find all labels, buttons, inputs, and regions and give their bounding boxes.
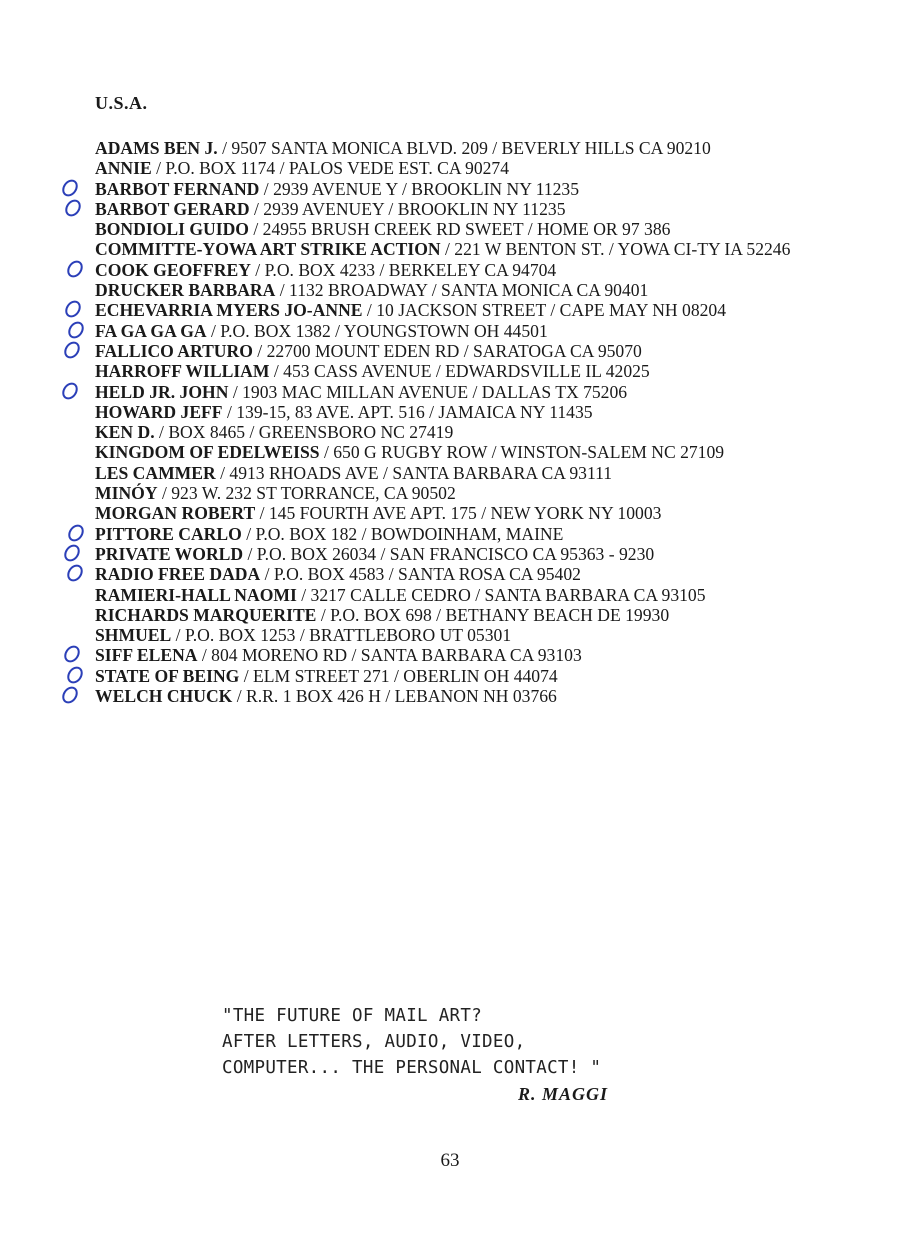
entry-name: COMMITTE-YOWA ART STRIKE ACTION bbox=[95, 239, 441, 260]
quote-line-2: AFTER LETTERS, AUDIO, VIDEO, bbox=[222, 1032, 526, 1052]
entry-address: / 145 FOURTH AVE APT. 175 / NEW YORK NY 10003 bbox=[255, 503, 662, 524]
entry-address: / 804 MORENO RD / SANTA BARBARA CA 93103 bbox=[197, 645, 582, 666]
entry-name: BARBOT FERNAND bbox=[95, 178, 260, 199]
entry-name: PRIVATE WORLD bbox=[95, 543, 244, 564]
entry-name: MORGAN ROBERT bbox=[95, 503, 256, 524]
entry-address: / ELM STREET 271 / OBERLIN OH 44074 bbox=[239, 665, 558, 686]
address-entry bbox=[95, 503, 815, 523]
entry-address: / P.O. BOX 4583 / SANTA ROSA CA 95402 bbox=[260, 564, 581, 585]
section-heading: U.S.A. bbox=[95, 93, 148, 113]
quote-line-3: COMPUTER... THE PERSONAL CONTACT! " bbox=[222, 1058, 602, 1078]
address-entry bbox=[95, 524, 815, 544]
entry-address: / 24955 BRUSH CREEK RD SWEET / HOME OR 97 386 bbox=[248, 219, 671, 240]
entry-address: / 221 W BENTON ST. / YOWA CI-TY IA 52246 bbox=[440, 239, 791, 260]
entry-name: WELCH CHUCK bbox=[95, 686, 233, 707]
entry-address: / P.O. BOX 698 / BETHANY BEACH DE 19930 bbox=[316, 604, 670, 625]
handwritten-circle-mark-icon bbox=[59, 686, 73, 704]
entry-address: / 2939 AVENUE Y / BROOKLIN NY 11235 bbox=[259, 178, 580, 199]
address-entry bbox=[95, 422, 815, 442]
entry-name: RADIO FREE DADA bbox=[95, 564, 261, 585]
handwritten-circle-mark-icon bbox=[61, 544, 75, 562]
entry-address: / P.O. BOX 1253 / BRATTLEBORO UT 05301 bbox=[171, 625, 512, 646]
entry-address: / BOX 8465 / GREENSBORO NC 27419 bbox=[154, 422, 454, 443]
address-entry bbox=[95, 300, 815, 320]
entry-name: FA GA GA GA bbox=[95, 320, 207, 341]
entry-address: / P.O. BOX 4233 / BERKELEY CA 94704 bbox=[250, 259, 557, 280]
address-entry bbox=[95, 625, 815, 645]
entry-name: PITTORE CARLO bbox=[95, 523, 242, 544]
address-entry bbox=[95, 158, 815, 178]
address-entry bbox=[95, 585, 815, 605]
address-entry bbox=[95, 239, 815, 259]
address-entry bbox=[95, 483, 815, 503]
closing-quote bbox=[222, 1003, 601, 1081]
address-entry bbox=[95, 260, 815, 280]
entry-name: STATE OF BEING bbox=[95, 665, 240, 686]
address-entry bbox=[95, 321, 815, 341]
entry-name: ECHEVARRIA MYERS JO-ANNE bbox=[95, 300, 363, 321]
address-entry bbox=[95, 199, 815, 219]
address-entry bbox=[95, 219, 815, 239]
entry-address: / P.O. BOX 26034 / SAN FRANCISCO CA 95363 - 9230 bbox=[243, 543, 655, 564]
entry-name: LES CAMMER bbox=[95, 462, 216, 483]
entry-address: / 9507 SANTA MONICA BLVD. 209 / BEVERLY HILLS CA 90210 bbox=[217, 138, 711, 158]
handwritten-circle-mark-icon bbox=[65, 524, 79, 542]
handwritten-circle-mark-icon bbox=[65, 321, 79, 339]
entry-address: / 4913 RHOADS AVE / SANTA BARBARA CA 93111 bbox=[215, 462, 613, 483]
address-list bbox=[95, 138, 815, 706]
address-entry bbox=[95, 341, 815, 361]
entry-address: / 650 G RUGBY ROW / WINSTON-SALEM NC 27109 bbox=[319, 442, 725, 463]
entry-address: / 1903 MAC MILLAN AVENUE / DALLAS TX 75206 bbox=[228, 381, 628, 402]
entry-address: / 1132 BROADWAY / SANTA MONICA CA 90401 bbox=[275, 280, 649, 301]
handwritten-circle-mark-icon bbox=[64, 564, 78, 582]
address-entry bbox=[95, 686, 815, 706]
entry-name: HOWARD JEFF bbox=[95, 401, 223, 422]
entry-name: SHMUEL bbox=[95, 625, 172, 646]
entry-name: COOK GEOFFREY bbox=[95, 259, 251, 280]
entry-address: / R.R. 1 BOX 426 H / LEBANON NH 03766 bbox=[232, 686, 557, 707]
address-entry bbox=[95, 138, 815, 158]
entry-name: HELD JR. JOHN bbox=[95, 381, 229, 402]
address-entry bbox=[95, 645, 815, 665]
address-entry bbox=[95, 280, 815, 300]
address-entry bbox=[95, 382, 815, 402]
entry-name: HARROFF WILLIAM bbox=[95, 361, 270, 382]
entry-address: / 10 JACKSON STREET / CAPE MAY NH 08204 bbox=[362, 300, 727, 321]
entry-address: / P.O. BOX 182 / BOWDOINHAM, MAINE bbox=[241, 523, 564, 544]
address-entry bbox=[95, 402, 815, 422]
address-entry bbox=[95, 544, 815, 564]
handwritten-circle-mark-icon bbox=[62, 300, 76, 318]
address-entry bbox=[95, 361, 815, 381]
address-entry bbox=[95, 666, 815, 686]
quote-line-1: "THE FUTURE OF MAIL ART? bbox=[222, 1006, 483, 1026]
handwritten-circle-mark-icon bbox=[59, 179, 73, 197]
page-number: 63 bbox=[440, 1150, 460, 1171]
entry-name: ANNIE bbox=[95, 158, 152, 179]
quote-author: R. MAGGI bbox=[518, 1084, 609, 1104]
entry-address: / 923 W. 232 ST TORRANCE, CA 90502 bbox=[157, 483, 456, 504]
entry-name: BARBOT GERARD bbox=[95, 198, 250, 219]
handwritten-circle-mark-icon bbox=[64, 260, 78, 278]
handwritten-circle-mark-icon bbox=[64, 666, 78, 684]
entry-name: SIFF ELENA bbox=[95, 645, 198, 666]
handwritten-circle-mark-icon bbox=[61, 341, 75, 359]
entry-address: / P.O. BOX 1174 / PALOS VEDE EST. CA 90274 bbox=[151, 158, 510, 179]
handwritten-circle-mark-icon bbox=[61, 645, 75, 663]
entry-name: KEN D. bbox=[95, 422, 155, 443]
handwritten-circle-mark-icon bbox=[62, 199, 76, 217]
address-entry bbox=[95, 605, 815, 625]
entry-name: RICHARDS MARQUERITE bbox=[95, 604, 317, 625]
entry-name: FALLICO ARTURO bbox=[95, 340, 253, 361]
handwritten-circle-mark-icon bbox=[59, 382, 73, 400]
entry-name: RAMIERI-HALL NAOMI bbox=[95, 584, 297, 605]
entry-name: KINGDOM OF EDELWEISS bbox=[95, 442, 320, 463]
entry-address: / P.O. BOX 1382 / YOUNGSTOWN OH 44501 bbox=[206, 320, 548, 341]
entry-name: MINÓY bbox=[95, 483, 158, 504]
entry-address: / 3217 CALLE CEDRO / SANTA BARBARA CA 93105 bbox=[296, 584, 706, 605]
address-entry bbox=[95, 442, 815, 462]
entry-address: / 453 CASS AVENUE / EDWARDSVILLE IL 42025 bbox=[269, 361, 650, 382]
address-entry bbox=[95, 179, 815, 199]
entry-name: BONDIOLI GUIDO bbox=[95, 219, 249, 240]
address-entry bbox=[95, 463, 815, 483]
entry-address: / 139-15, 83 AVE. APT. 516 / JAMAICA NY 11435 bbox=[222, 401, 593, 422]
entry-name: DRUCKER BARBARA bbox=[95, 280, 276, 301]
entry-name: ADAMS BEN J. bbox=[95, 138, 218, 158]
entry-address: / 2939 AVENUEY / BROOKLIN NY 11235 bbox=[249, 198, 566, 219]
entry-address: / 22700 MOUNT EDEN RD / SARATOGA CA 95070 bbox=[252, 340, 642, 361]
address-entry bbox=[95, 564, 815, 584]
